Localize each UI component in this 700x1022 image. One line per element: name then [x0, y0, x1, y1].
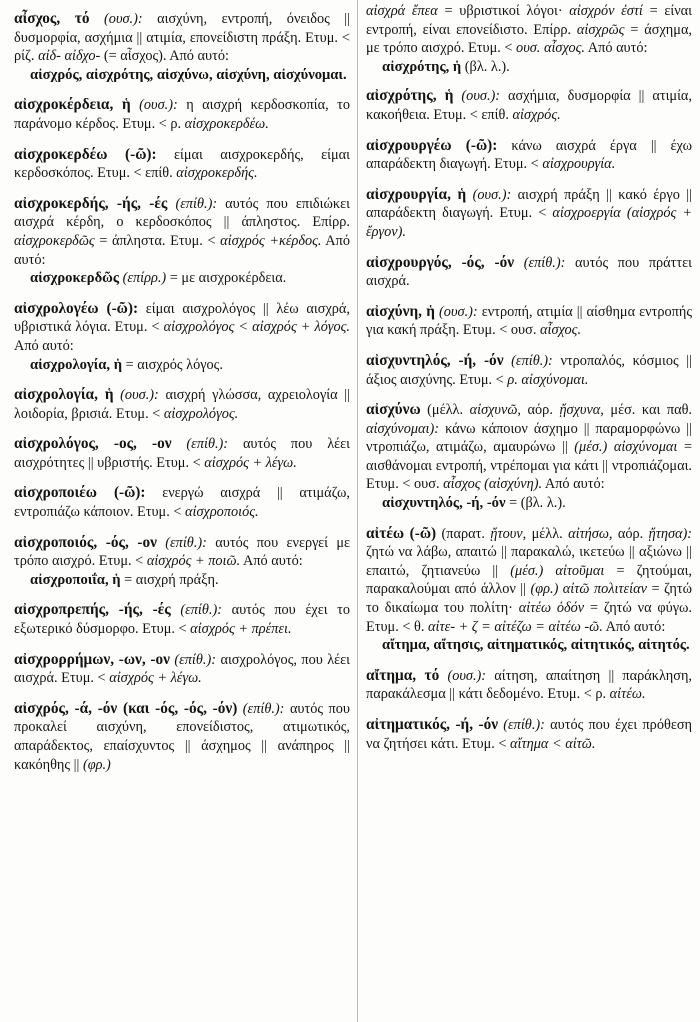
definition-text: = με αισχροκέρδεια.	[169, 270, 287, 287]
derived-word: αἰσχροποιΐα, ἡ	[30, 571, 121, 588]
column-divider	[357, 0, 358, 1022]
definition-text: κάνω κάποιον άσχημο || παραμορφώνω || ντροπιάζω, ατιμάζω, αμαυρώνω ||	[366, 420, 692, 456]
headword: αἰσχρολογία, ἡ	[14, 386, 114, 404]
dictionary-entry	[14, 700, 350, 774]
definition-text: η αισχρή κερδοσκοπία, το παράνομο κέρδος. Ετυμ. < ρ.	[14, 97, 350, 132]
definition-text: = αισχρή πράξη.	[124, 571, 219, 588]
dictionary-entry	[366, 716, 692, 753]
headword: αἰσχροκερδής, -ής, -ές	[14, 194, 168, 212]
dictionary-entry	[14, 651, 350, 688]
definition-text: ασχήμια, δυσμορφία || ατιμία, κακοήθεια. Ετυμ. < επίθ.	[366, 88, 692, 123]
grammar-label: (επίθ.):	[175, 195, 218, 212]
dictionary-entry	[366, 401, 692, 513]
headword: αἰσχροπρεπής, -ής, -ές	[14, 601, 171, 619]
definition-text: αυτός που έχει το εξωτερικό δύσμορφο. Ετυμ. <	[14, 602, 350, 638]
grammar-label: (επίθ.):	[242, 700, 285, 717]
dictionary-entry	[366, 87, 692, 124]
derived-forms	[366, 494, 692, 513]
definition-text: εντροπή, ατιμία || αίσθημα εντροπής για κακή πράξη. Ετυμ. < ουσ.	[366, 303, 692, 339]
headword: αἰσχροποιέω (-ῶ):	[14, 484, 146, 502]
etymology: ρ. αἰσχύνομαι.	[507, 371, 589, 388]
grammar-label: (ουσ.):	[139, 97, 178, 114]
definition-text: αισχύνη, εντροπή, όνειδος || δυσμορφία, ασχήμια || ατιμία, επονείδιστη πράξη. Ετυμ. < ρίζ.	[14, 11, 350, 65]
definition-text: = άπληστα. Ετυμ. <	[99, 232, 216, 249]
definition-text: αόρ.	[527, 402, 553, 419]
etymology: αἶσχος (αἰσχύνη).	[443, 476, 543, 493]
dictionary-entry	[366, 186, 692, 242]
headword: αἶσχος, τό	[14, 10, 90, 27]
derived-forms	[366, 58, 692, 77]
definition-text: Από αυτό:	[14, 232, 350, 268]
definition-text: κάνω αισχρά έργα || έχω απαράδεκτη διαγωγή. Ετυμ. <	[366, 137, 692, 173]
definition-text: (μέλλ.	[427, 402, 464, 419]
etymology: ᾔσχυνα,	[559, 402, 604, 419]
etymology: αἰσχρά ἔπεα	[366, 3, 438, 19]
derived-word: αἰσχρολογία, ἡ	[30, 356, 123, 373]
headword: αἰσχρουργία, ἡ	[366, 185, 467, 203]
etymology: αἰσχροεργία (αἰσχρός + ἔργον).	[366, 205, 692, 240]
derived-word: αἰσχυντηλός, -ή, -όν	[382, 495, 506, 512]
headword: αἰσχρός, -ά, -όν (και -ός, -ός, -όν)	[14, 699, 238, 717]
grammar-label: (επίθ.):	[503, 717, 545, 733]
etymology: αἰσχρολόγος.	[163, 405, 239, 422]
definition-text: αισχρολόγος, που λέει αισχρά. Ετυμ. <	[14, 651, 350, 687]
grammar-label: (επίθ.):	[511, 352, 553, 369]
grammar-label: (επίθ.):	[186, 436, 229, 453]
derived-forms	[14, 66, 350, 85]
dictionary-entry	[14, 386, 350, 423]
headword: αἰσχρολογέω (-ῶ):	[14, 299, 139, 317]
grammar-label: (επίθ.):	[523, 254, 566, 271]
derived-forms	[14, 571, 350, 590]
definition-text: = αισχρός λόγος.	[125, 356, 223, 373]
grammar-label: (ουσ.):	[104, 11, 143, 27]
etymology: αἰσχρός + λέγω.	[204, 454, 297, 471]
derived-forms	[14, 356, 350, 375]
definition-text: αυτός που επιδιώκει αισχρά κέρδη, ο κερδοσκόπος || άπληστος. Επίρρ.	[14, 195, 350, 231]
definition-text: = (βλ. λ.).	[509, 495, 566, 512]
definition-text: (παρατ.	[441, 525, 485, 542]
grammar-label: (ουσ.):	[439, 303, 478, 320]
etymology: αἰσχυνῶ,	[469, 402, 521, 419]
derived-word: αἰσχρότης, ἡ	[382, 58, 462, 75]
dictionary-entry	[14, 96, 350, 133]
headword: αἰσχροποιός, -ός, -ον	[14, 533, 157, 551]
etymology: αἰσχροκερδέω.	[184, 115, 269, 132]
definition-text: αισχρή γλώσσα, αχρειολογία || λοιδορία, βρισιά. Ετυμ. <	[14, 387, 350, 422]
etymology: ᾔτησα):	[648, 525, 692, 542]
etymology: αἰσχροποιός.	[185, 504, 259, 521]
dictionary-entry	[366, 352, 692, 389]
right-column	[366, 0, 692, 1022]
etymology: αἰσχρός.	[512, 106, 561, 123]
dictionary-entry	[14, 534, 350, 590]
dictionary-entry-continuation	[366, 2, 692, 76]
dictionary-entry	[14, 601, 350, 638]
etymology: αἰσχρός + ποιῶ.	[146, 553, 241, 570]
definition-text: αυτός που προκαλεί αισχύνη, επονείδιστος, ατιμωτικός, απαράδεκτος, επαίσχυντος || άσχημος || ανάπηρος || κακόηθης ||	[14, 700, 350, 773]
definition-text: = ζητώ να φύγω. Ετυμ. < θ.	[366, 600, 692, 635]
headword: αἰσχύνη, ἡ	[366, 302, 435, 320]
derived-forms	[366, 636, 692, 655]
headword: αἰτέω (-ῶ)	[366, 524, 437, 542]
headword: αἰσχρουργός, -ός, -όν	[366, 253, 515, 271]
etymology: αἰσχύνομαι):	[366, 420, 440, 437]
dictionary-entry	[366, 254, 692, 291]
dictionary-entry	[366, 137, 692, 174]
dictionary-entry	[14, 435, 350, 472]
definition-text: ντροπαλός, κόσμιος || άξιος αισχύνης. Ετυμ. <	[366, 352, 692, 388]
definition-text: αυτός που λέει αισχρότητες || υβριστής. Ετυμ. <	[14, 436, 350, 471]
etymology: (μέσ.) αἰσχύνομαι	[574, 439, 678, 456]
grammar-label: (επίθ.):	[180, 602, 223, 619]
grammar-label: (επίρρ.)	[122, 270, 167, 287]
etymology: αἰσχρός + πρέπει.	[190, 621, 292, 638]
definition-text: = είναι εντροπή, είναι επονείδιστο. Επίρρ.	[366, 3, 692, 38]
etymology: (μέσ.) αἰτοῦμαι	[510, 562, 605, 579]
derived-word: αἰσχρός, αἰσχρότης, αἰσχύνω, αἰσχύνη, αἰσχύνομαι.	[30, 66, 347, 83]
etymology: (φρ.) αἰτῶ πολιτείαν	[530, 581, 647, 598]
definition-text: είμαι αισχροκερδής, είμαι κερδοσκόπος. Ετυμ. < επίθ.	[14, 146, 350, 182]
definition-text: = άσχημα, με τρόπο αισχρό. Ετυμ. <	[366, 21, 692, 57]
headword: αἰσχρολόγος, -ος, -ον	[14, 435, 172, 453]
etymology: αἴτημα < αἰτῶ.	[510, 735, 596, 752]
derived-word: αἴτημα, αἴτησις, αἰτηματικός, αἰτητικός, αἰτητός.	[382, 637, 690, 654]
definition-text: = αισθάνομαι εντροπή, ντρέπομαι για κάτι || ντροπιάζομαι. Ετυμ. < ουσ.	[366, 439, 692, 493]
grammar-label: (επίθ.):	[165, 534, 207, 551]
headword: αἴτημα, τό	[366, 666, 440, 684]
etymology: αἰσχρῶς	[576, 21, 625, 38]
dictionary-entry	[14, 10, 350, 84]
definition-text: αυτός που πράττει αισχρά.	[366, 254, 692, 290]
etymology: αἰσχροκερδής.	[176, 165, 258, 182]
etymology: αἰσχρόν ἐστί	[569, 3, 643, 19]
etymology: ᾔτουν,	[490, 525, 527, 542]
definition-text: αισχρή πράξη || κακό έργο || απαράδεκτη διαγωγή. Ετυμ. <	[366, 186, 692, 222]
headword: αἰσχρορρήμων, -ων, -ον	[14, 650, 170, 668]
definition-text: ενεργώ αισχρά || ατιμάζω, εντροπιάζω κάποιον. Ετυμ. <	[14, 485, 350, 521]
headword: αἰσχυντηλός, -ή, -όν	[366, 351, 504, 369]
headword: αἰσχρουργέω (-ῶ):	[366, 136, 498, 154]
definition-text: μέλλ.	[531, 525, 563, 542]
dictionary-entry	[14, 300, 350, 374]
dictionary-entry	[366, 303, 692, 340]
etymology: ουσ. αἶσχος.	[516, 40, 585, 57]
definition-text: Από αυτό:	[14, 337, 74, 354]
left-column	[14, 0, 350, 1022]
definition-text: Από αυτό:	[243, 553, 303, 570]
etymology: αἰτήσω,	[568, 525, 613, 542]
dictionary-entry	[14, 146, 350, 183]
headword: αἰσχρότης, ἡ	[366, 87, 454, 105]
definition-text: (= αἶσχος). Από αυτό:	[103, 48, 229, 65]
etymology: αἶσχος.	[540, 322, 582, 339]
headword: αἰσχροκερδέω (-ῶ):	[14, 145, 157, 163]
dictionary-entry	[14, 195, 350, 288]
etymology: αἰσχροκερδῶς	[14, 232, 95, 249]
etymology: αἰσχρολόγος < αἰσχρός + λόγος.	[163, 319, 350, 336]
definition-text: = υβριστικοί λόγοι·	[444, 3, 563, 19]
grammar-label: (επίθ.):	[174, 651, 217, 668]
grammar-label: (ουσ.):	[461, 88, 501, 105]
definition-text: = ζητούμαι, παρακαλούμαι από άλλον ||	[366, 562, 692, 598]
definition-text: αυτός που ενεργεί με τρόπο αισχρό. Ετυμ. <	[14, 534, 350, 570]
grammar-label: (ουσ.):	[447, 667, 487, 684]
definition-text: ζητώ να λάβω, απαιτώ || παρακαλώ, ικετεύω || αξιώνω || επαιτώ, ζητιανεύω ||	[366, 544, 692, 579]
definition-text: μέσ. και παθ.	[610, 402, 692, 419]
definition-text: είμαι αισχρολόγος || λέω αισχρά, υβριστικά λόγια. Ετυμ. <	[14, 300, 350, 336]
definition-text: αίτηση, απαίτηση || παράκληση, παρακάλεσμα || κάτι δεδομένο. Ετυμ. < ρ.	[366, 667, 692, 703]
etymology: αἰδ- αἰδχο-	[38, 48, 101, 65]
headword: αἰτηματικός, -ή, -όν	[366, 716, 499, 733]
grammar-label: (ουσ.):	[120, 387, 159, 404]
definition-text: (βλ. λ.).	[464, 58, 510, 75]
etymology: αἰτέω.	[609, 686, 646, 703]
etymology: αἰτέω ὁδόν	[518, 600, 585, 617]
derived-word: αἰσχροκερδῶς	[30, 270, 120, 287]
definition-text: = ζητώ το δικαίωμα του πολίτη·	[366, 581, 692, 617]
dictionary-entry	[366, 525, 692, 655]
definition-text: Από αυτό:	[605, 618, 666, 635]
etymology: (φρ.)	[82, 756, 111, 773]
definition-text: Από αυτό:	[544, 476, 605, 493]
etymology: αἰσχρουργία.	[542, 156, 616, 173]
headword: αἰσχύνω	[366, 401, 421, 419]
etymology: αἰσχρός + λέγω.	[109, 670, 202, 687]
definition-text: Από αυτό:	[587, 40, 648, 57]
etymology: αἰτε- + ζ = αἰτέζω = αἰτέω -ῶ.	[428, 618, 603, 635]
dictionary-entry	[366, 667, 692, 704]
definition-text: αυτός που έχει πρόθεση να ζητήσει κάτι. Ετυμ. <	[366, 717, 692, 752]
etymology: αἰσχρός +κέρδος.	[220, 232, 322, 249]
dictionary-entry	[14, 484, 350, 521]
derived-forms	[14, 269, 350, 288]
headword: αἰσχροκέρδεια, ἡ	[14, 96, 131, 114]
definition-text: αόρ.	[617, 525, 644, 542]
grammar-label: (ουσ.):	[472, 186, 512, 203]
